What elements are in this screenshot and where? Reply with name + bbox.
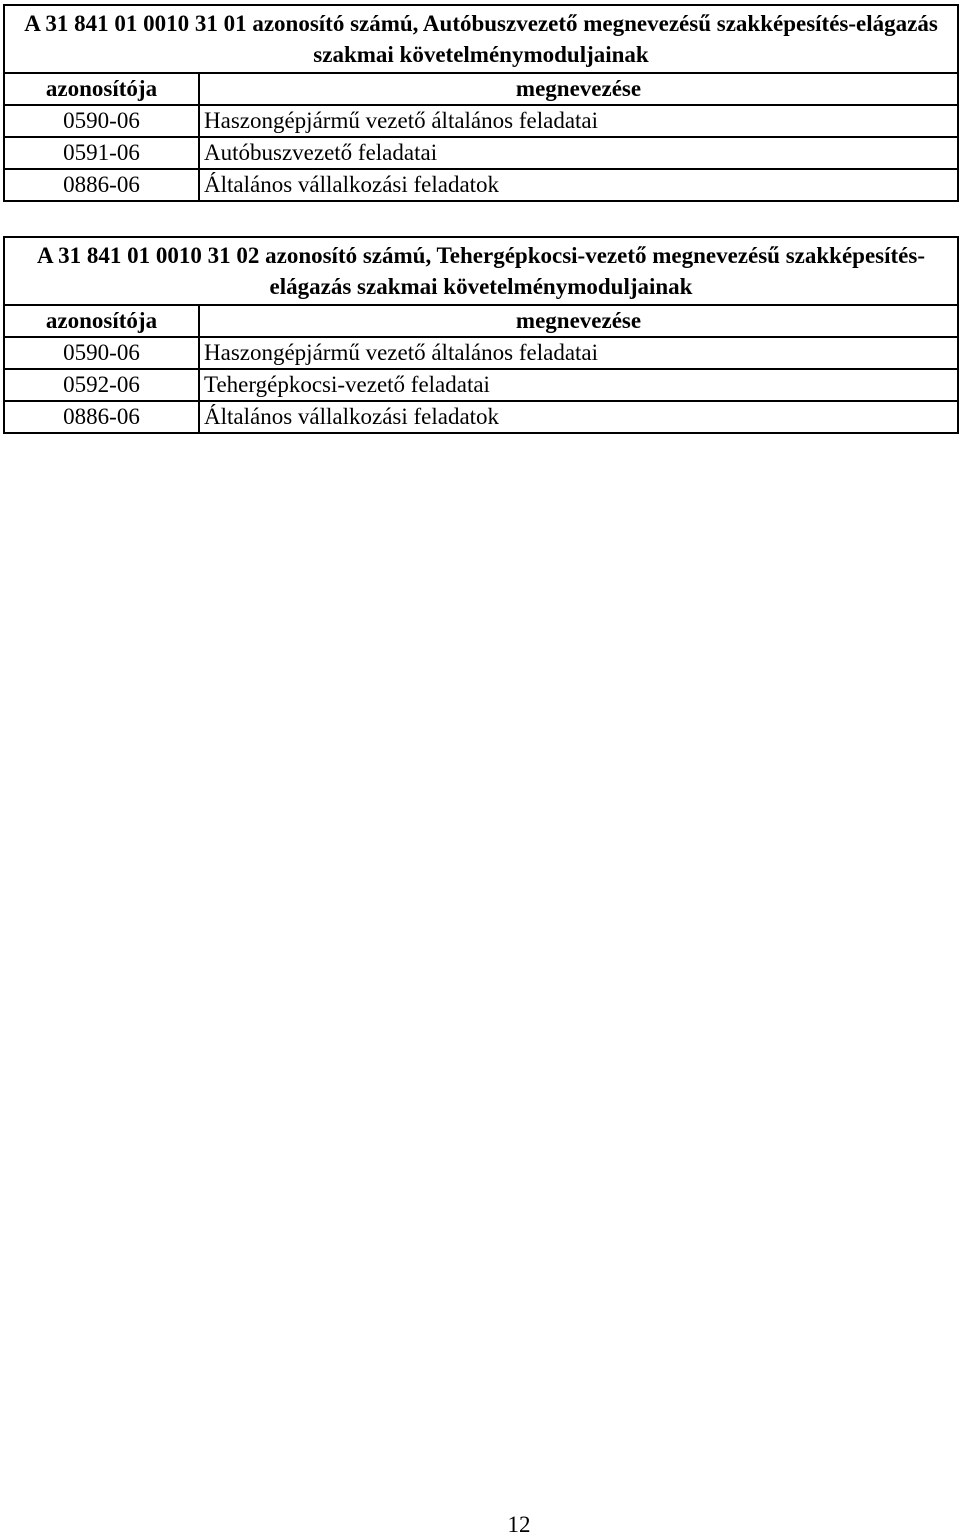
table-row: [4, 137, 958, 169]
module-code: 0886-06: [4, 401, 199, 433]
module-table-truck-driver: [3, 236, 959, 434]
module-code: 0886-06: [4, 169, 199, 201]
module-name: Haszongépjármű vezető általános feladatai: [199, 337, 958, 369]
column-header-code: azonosítója: [4, 305, 199, 337]
module-table-bus-driver: [3, 4, 959, 202]
module-name: Haszongépjármű vezető általános feladatai: [199, 105, 958, 137]
table-row: [4, 169, 958, 201]
table-header-row: [4, 73, 958, 105]
column-header-name: megnevezése: [199, 305, 958, 337]
column-header-name: megnevezése: [199, 73, 958, 105]
module-name: Tehergépkocsi-vezető feladatai: [199, 369, 958, 401]
module-code: 0592-06: [4, 369, 199, 401]
table-title: A 31 841 01 0010 31 02 azonosító számú, Tehergépkocsi-vezető megnevezésű szakképesítés-elágazás szakmai követelménymoduljainak: [4, 237, 958, 305]
module-name: Általános vállalkozási feladatok: [199, 169, 958, 201]
table-row: [4, 369, 958, 401]
column-header-code: azonosítója: [4, 73, 199, 105]
module-code: 0590-06: [4, 105, 199, 137]
table-row: [4, 401, 958, 433]
table-row: [4, 105, 958, 137]
table-row: [4, 337, 958, 369]
module-code: 0591-06: [4, 137, 199, 169]
table-title-row: [4, 5, 958, 73]
table-title-row: [4, 237, 958, 305]
module-name: Általános vállalkozási feladatok: [199, 401, 958, 433]
module-code: 0590-06: [4, 337, 199, 369]
page-number: 12: [507, 1512, 531, 1537]
table-header-row: [4, 305, 958, 337]
module-name: Autóbuszvezető feladatai: [199, 137, 958, 169]
table-title: A 31 841 01 0010 31 01 azonosító számú, Autóbuszvezető megnevezésű szakképesítés-elágazás szakmai követelménymoduljainak: [4, 5, 958, 73]
